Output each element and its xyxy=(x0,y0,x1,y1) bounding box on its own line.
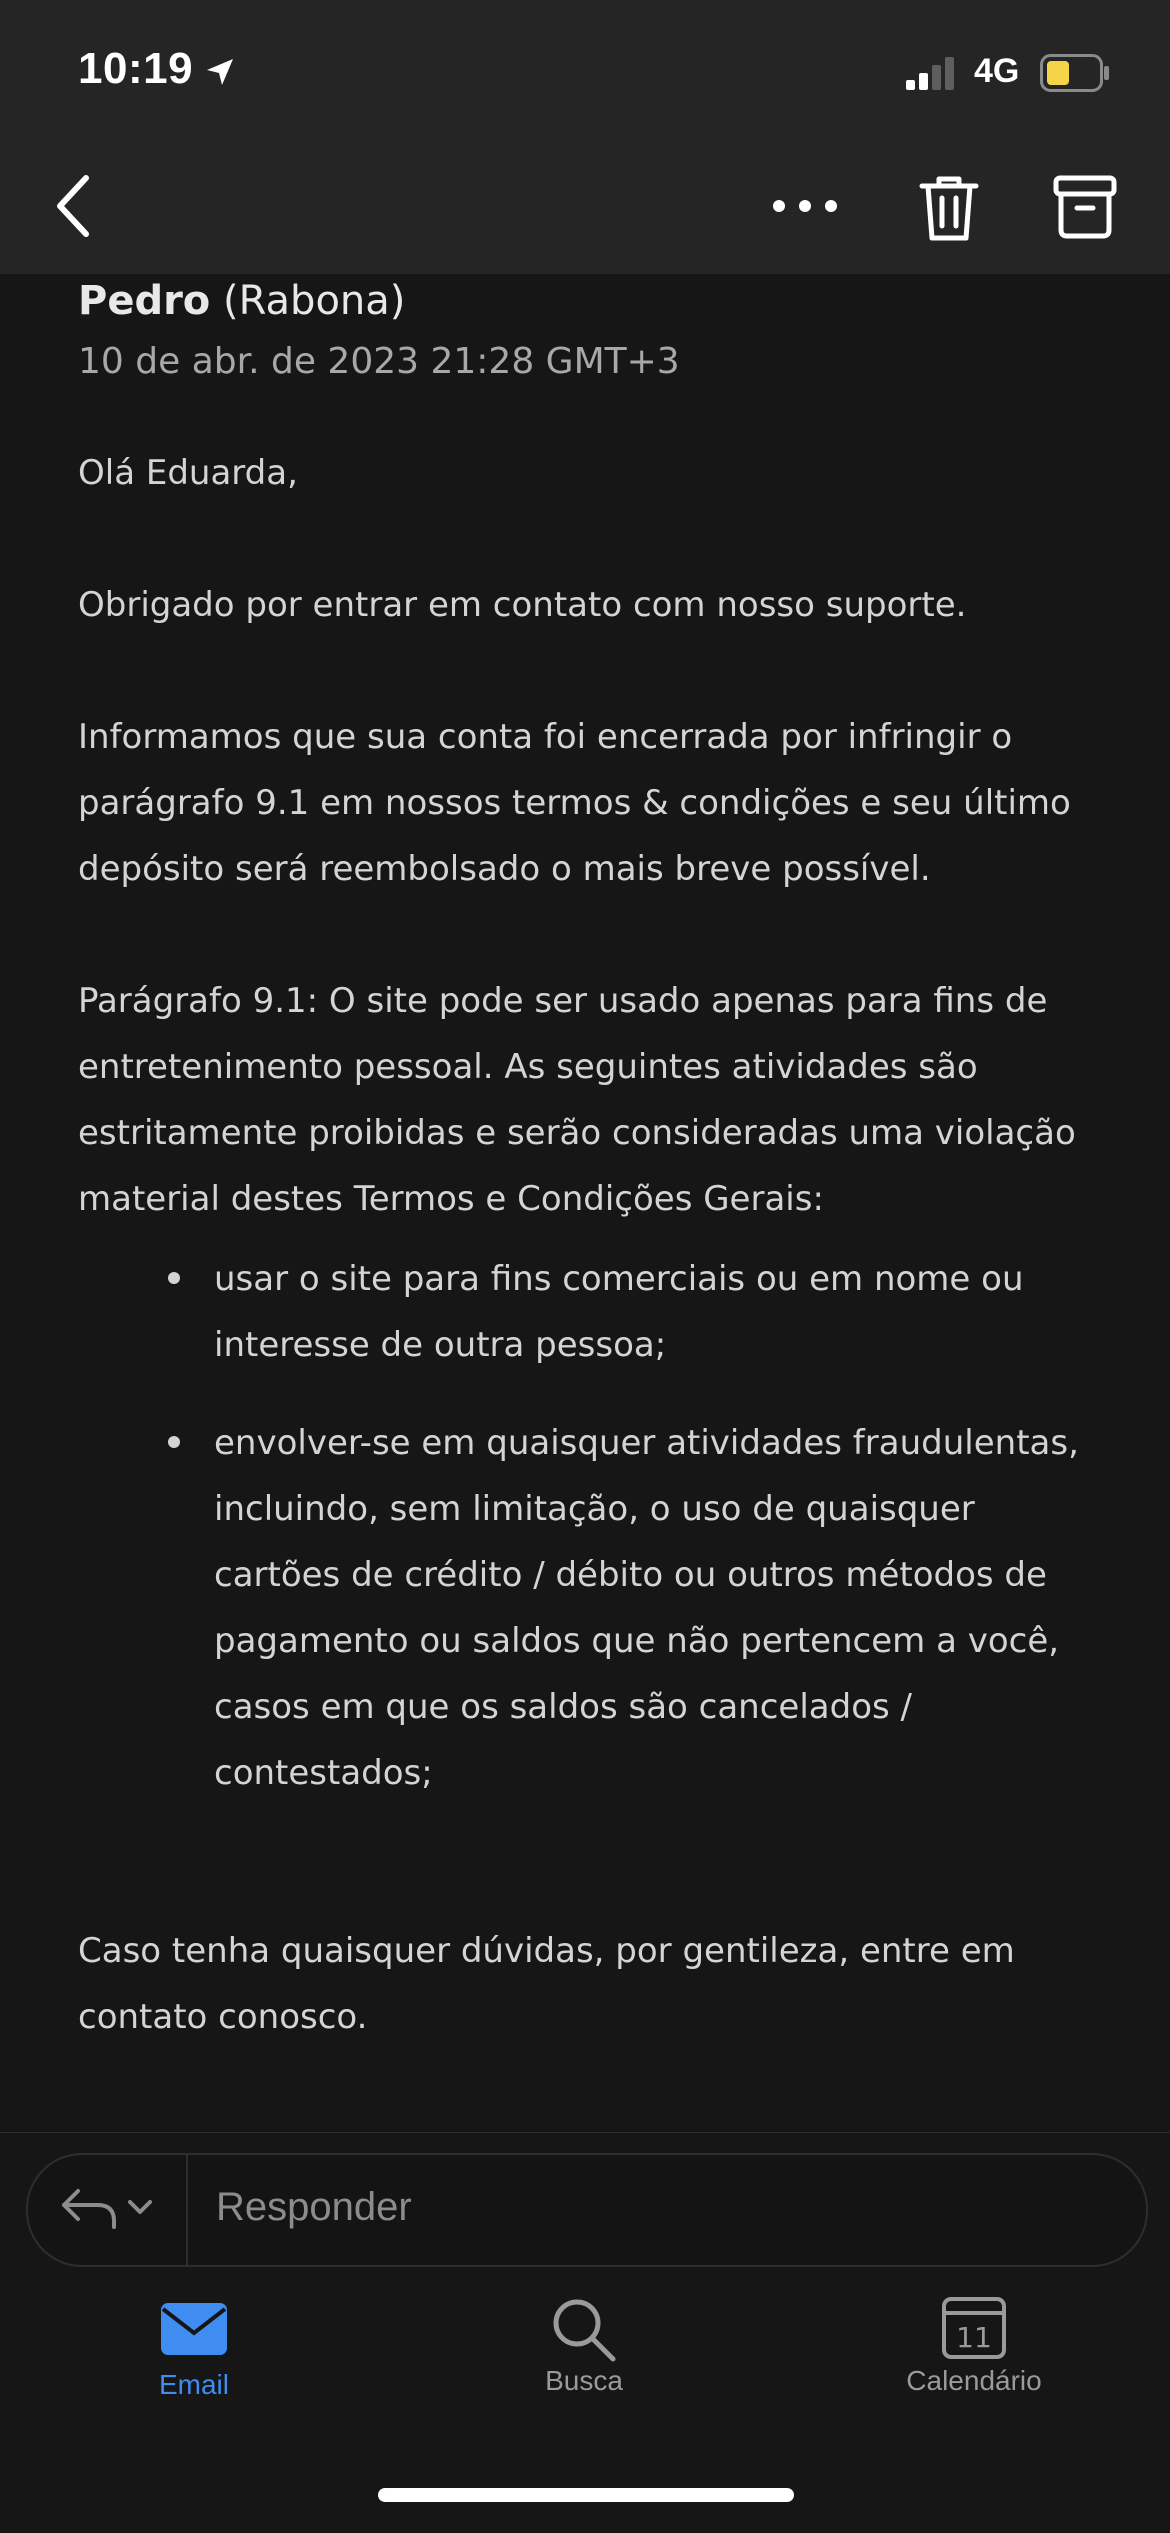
tab-search[interactable] xyxy=(484,2301,684,2397)
email-paragraph: Informamos que sua conta foi encerrada por infringir o parágrafo 9.1 em nossos termos & condições e seu último depósito será reembolsado o mais breve possível. xyxy=(78,717,1071,889)
email-greeting: Olá Eduarda, xyxy=(78,453,298,493)
sender[interactable] xyxy=(78,270,1098,332)
search-icon xyxy=(549,2295,619,2365)
location-arrow-icon xyxy=(204,56,236,88)
archive-icon[interactable] xyxy=(1052,174,1118,240)
email-closing: Caso tenha quaisquer dúvidas, por gentileza, entre em contato conosco. xyxy=(78,1931,1015,2037)
email-body xyxy=(78,440,1098,2050)
reply-divider xyxy=(186,2155,188,2265)
email-message xyxy=(78,270,1098,2116)
reply-input[interactable]: Responder xyxy=(216,2185,412,2229)
trash-icon[interactable] xyxy=(914,172,984,244)
tab-email[interactable] xyxy=(94,2301,294,2401)
calendar-day: 11 xyxy=(956,2321,992,2354)
back-chevron-icon[interactable] xyxy=(48,166,100,246)
terms-list xyxy=(78,1246,1098,1806)
home-indicator[interactable] xyxy=(378,2488,794,2502)
tab-label: Email xyxy=(158,2369,229,2400)
mail-icon xyxy=(159,2301,229,2357)
list-item: usar o site para fins comerciais ou em nome ou interesse de outra pessoa; xyxy=(214,1246,1098,1378)
network-type: 4G xyxy=(974,52,1020,90)
email-paragraph: Obrigado por entrar em contato com nosso suporte. xyxy=(78,585,967,625)
top-bar xyxy=(0,0,1170,274)
more-icon[interactable] xyxy=(768,176,842,236)
cellular-signal-icon xyxy=(906,56,958,90)
calendar-icon xyxy=(940,2293,1008,2361)
status-time: 10:19 xyxy=(78,44,194,93)
bottom-panel xyxy=(0,2132,1170,2533)
sender-org: (Rabona) xyxy=(223,278,406,324)
tab-label: Calendário xyxy=(906,2365,1042,2396)
tab-calendar[interactable] xyxy=(874,2301,1074,2397)
list-item: envolver-se em quaisquer atividades fraudulentas, incluindo, sem limitação, o uso de quaisquer cartões de crédito / débito ou outros métodos de pagamento ou saldos que não pertencem a você, casos em que os saldos são cancelados / contestados; xyxy=(214,1410,1098,1806)
email-date: 10 de abr. de 2023 21:28 GMT+3 xyxy=(78,341,680,382)
reply-options-icon[interactable] xyxy=(58,2185,158,2235)
reply-bar[interactable] xyxy=(26,2153,1148,2267)
tab-label: Busca xyxy=(545,2365,623,2396)
battery-icon xyxy=(1040,54,1110,92)
email-paragraph: Parágrafo 9.1: O site pode ser usado apenas para fins de entretenimento pessoal. As seguintes atividades são estritamente proibidas e serão consideradas uma violação material destes Termos e Condições Gerais: xyxy=(78,981,1076,1219)
sender-name: Pedro xyxy=(78,278,211,324)
